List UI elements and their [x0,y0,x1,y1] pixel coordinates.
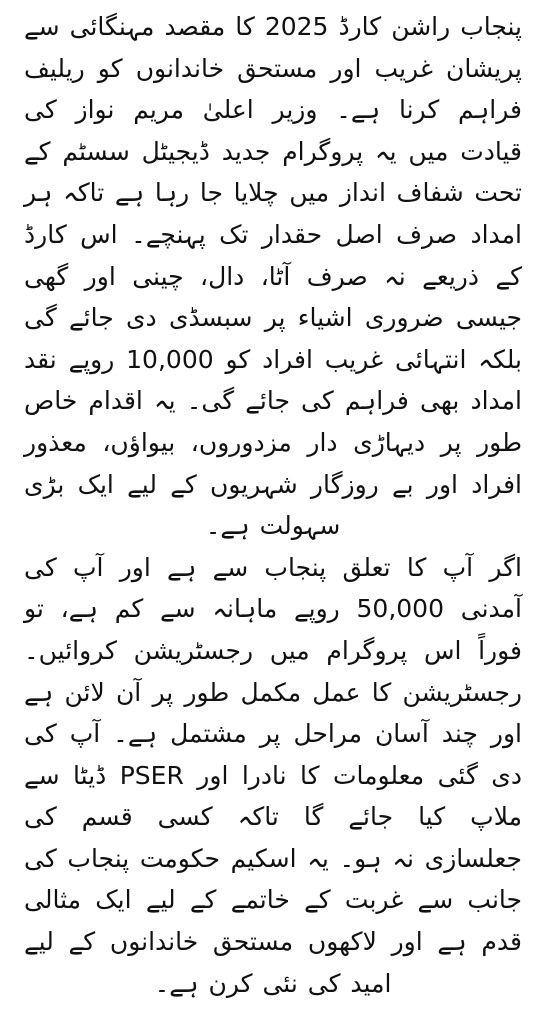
paragraph-ration-card-purpose: پنجاب راشن کارڈ 2025 کا مقصد مہنگائی سے پریشان غریب اور مستحق خاندانوں کو ریلیف فراہم کرنا ہے۔ وزیر اعلیٰ مریم نواز کی قیادت میں یہ پروگرام جدید ڈیجیٹل سسٹم کے تحت شفاف انداز میں چلایا جا رہا ہے تاکہ ہر امداد صرف اصل حقدار تک پہنچے۔ اس کارڈ کے ذریعے نہ صرف آٹا، دال، چینی اور گھی جیسی ضروری اشیاء پر سبسڈی دی جائے گی بلکہ انتہائی غریب افراد کو 10,000 روپے نقد امداد بھی فراہم کی جائے گی۔ یہ اقدام خاص طور پر دیہاڑی دار مزدوروں، بیواؤں، معذور افراد اور بے روزگار شہریوں کے لیے ایک بڑی سہولت ہے۔ [24,12,522,541]
paragraph-registration-eligibility: اگر آپ کا تعلق پنجاب سے ہے اور آپ کی آمدنی 50,000 روپے ماہانہ سے کم ہے، تو فوراً اس پروگرام میں رجسٹریشن کروائیں۔ رجسٹریشن کا عمل مکمل طور پر آن لائن ہے اور چند آسان مراحل پر مشتمل ہے۔ آپ کی دی گئی معلومات کا نادرا اور PSER ڈیٹا سے ملاپ کیا جائے گا تاکہ کسی قسم کی جعلسازی نہ ہو۔ یہ اسکیم حکومت پنجاب کی جانب سے غربت کے خاتمے کے لیے ایک مثالی قدم ہے اور لاکھوں مستحق خاندانوں کے لیے امید کی نئی کرن ہے۔ [24,552,523,998]
